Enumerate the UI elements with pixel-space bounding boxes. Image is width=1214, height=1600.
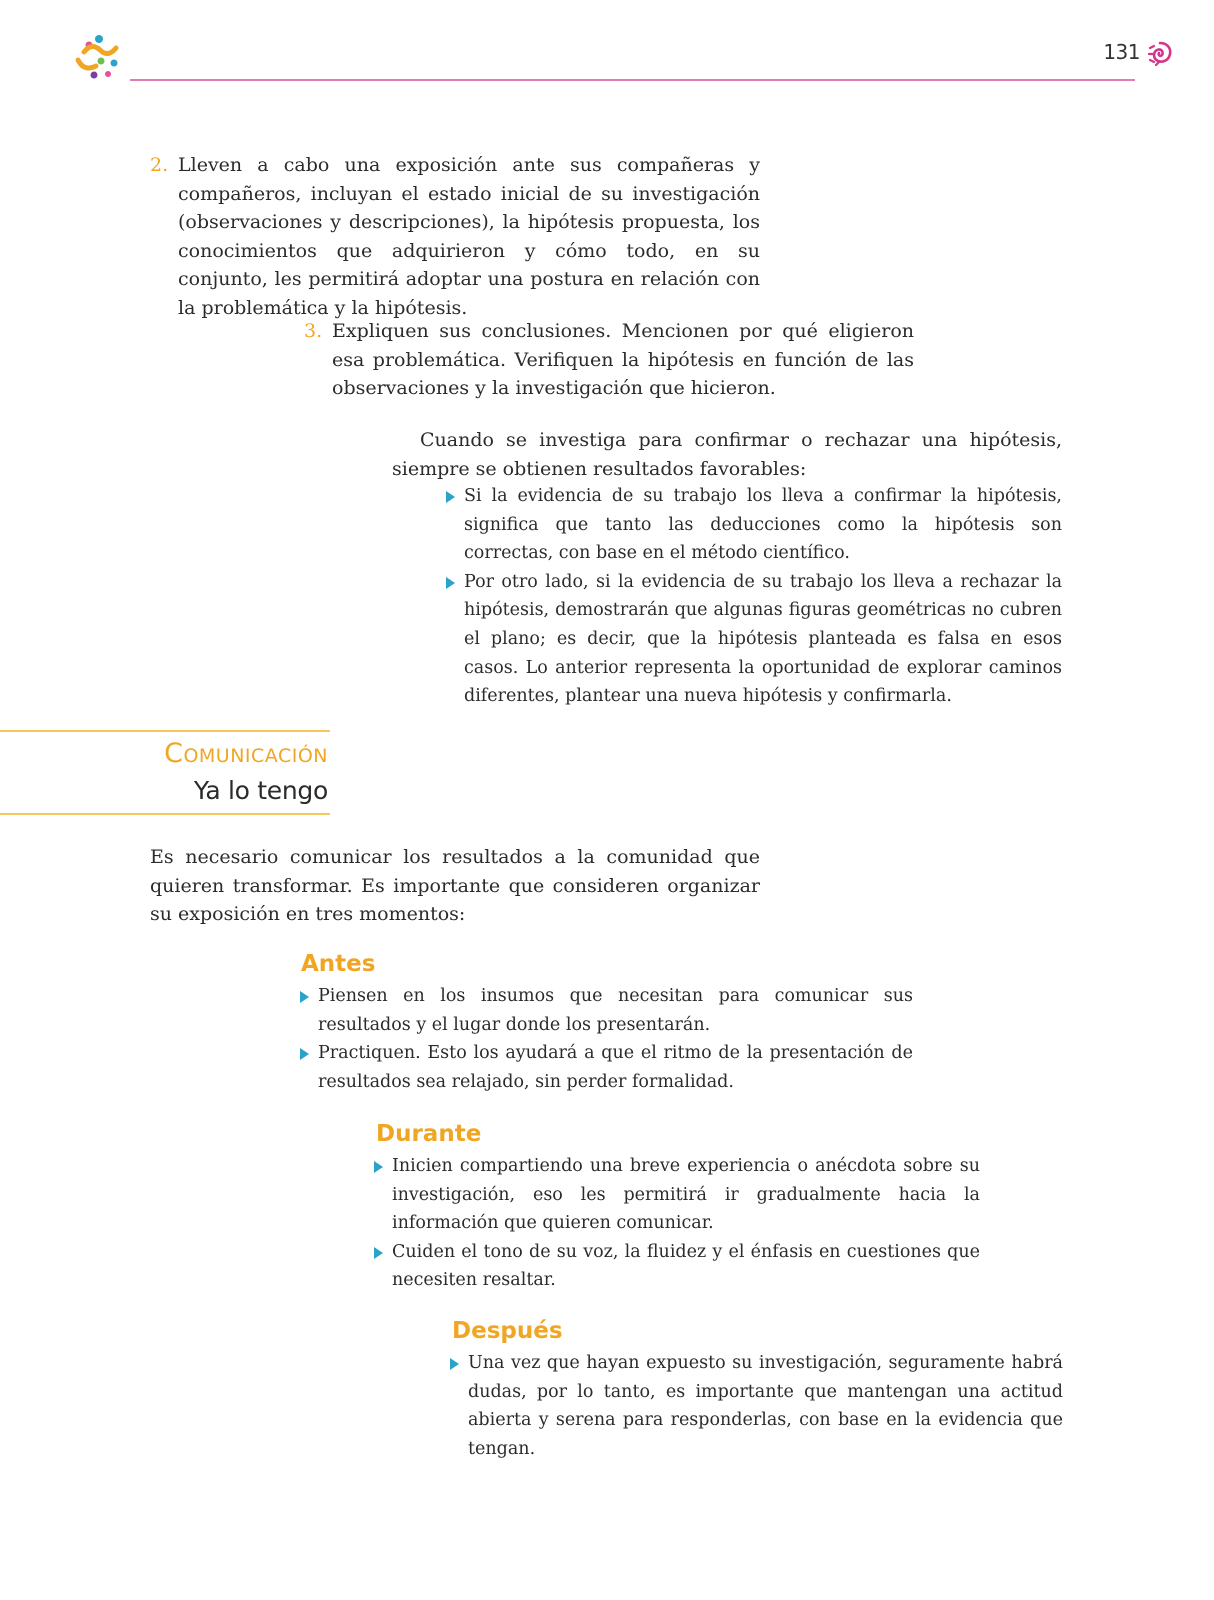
hypothesis-bullet-list (444, 482, 1062, 711)
page-number: 131 (1103, 40, 1140, 64)
list-item (444, 568, 1062, 711)
item-2-number: 2. (150, 154, 169, 176)
triangle-bullet-icon (446, 577, 455, 589)
list-item-text: Si la evidencia de su trabajo los lleva a confirmar la hipótesis, significa que tanto las deducciones como la hipótesis son correctas, con base en el método científico. (464, 486, 1062, 564)
list-item (448, 1349, 1063, 1463)
list-item-text: Piensen en los insumos que necesitan para comunicar sus resultados y el lugar donde los presentarán. (318, 986, 913, 1035)
list-item (372, 1238, 980, 1295)
triangle-bullet-icon (446, 491, 455, 503)
triangle-bullet-icon (300, 991, 309, 1003)
triangle-bullet-icon (374, 1161, 383, 1173)
phase-heading-despues: Después (452, 1318, 563, 1344)
list-item (444, 482, 1062, 568)
header-rule (130, 79, 1135, 81)
hypothesis-intro: Cuando se investiga para confirmar o rechazar una hipótesis, siempre se obtienen resultados favorables: (392, 429, 1062, 480)
list-item (298, 982, 913, 1039)
item-3-text: Expliquen sus conclusiones. Mencionen por qué eligieron esa problemática. Verifiquen la hipótesis en función de las observaciones y la investigación que hicieron. (332, 320, 914, 400)
triangle-bullet-icon (300, 1048, 309, 1060)
section-subtitle: Ya lo tengo (193, 776, 328, 805)
durante-bullet-list (372, 1152, 980, 1295)
phase-heading-antes: Antes (301, 951, 376, 977)
list-item (372, 1152, 980, 1238)
list-item-text: Inicien compartiendo una breve experiencia o anécdota sobre su investigación, eso les permitirá ir gradualmente hacia la información que quieren comunicar. (392, 1156, 980, 1234)
antes-bullet-list (298, 982, 913, 1096)
list-item-text: Por otro lado, si la evidencia de su trabajo los lleva a rechazar la hipótesis, demostrarán que algunas figuras geométricas no cubren el plano; es decir, que la hipótesis planteada es falsa en esos casos. Lo anterior representa la oportunidad de explorar caminos diferentes, plantear una nueva hipótesis y confirmarla. (464, 571, 1062, 707)
triangle-bullet-icon (374, 1247, 383, 1259)
list-item (298, 1039, 913, 1096)
phase-heading-durante: Durante (376, 1121, 482, 1147)
logo-icon (70, 30, 128, 88)
triangle-bullet-icon (450, 1358, 459, 1370)
list-item-text: Cuiden el tono de su voz, la fluidez y el énfasis en cuestiones que necesiten resaltar. (392, 1241, 980, 1291)
section-title: Comunicación (164, 738, 328, 769)
list-item-text: Una vez que hayan expuesto su investigación, seguramente habrá dudas, por lo tanto, es importante que mantengan una actitud abierta y serena para responderlas, con base en la evidencia que tengan. (468, 1353, 1063, 1459)
swirl-glyph-icon (1146, 40, 1174, 68)
despues-bullet-list (448, 1349, 1063, 1463)
section-rule-top (0, 730, 330, 732)
item-2-text: Lleven a cabo una exposición ante sus compañeras y compañeros, incluyan el estado inicial de su investigación (observaciones y descripciones), la hipótesis propuesta, los conocimientos que adquirieron y cómo todo, en su conjunto, les permitirá adoptar una postura en relación con la problemática y la hipótesis. (178, 154, 760, 319)
list-item-text: Practiquen. Esto los ayudará a que el ritmo de la presentación de resultados sea relajado, sin perder formalidad. (318, 1043, 913, 1092)
item-3-number: 3. (304, 320, 323, 342)
section-intro: Es necesario comunicar los resultados a la comunidad que quieren transformar. Es importante que consideren organizar su exposición en tres momentos: (150, 846, 760, 926)
section-rule-bottom (0, 813, 330, 815)
